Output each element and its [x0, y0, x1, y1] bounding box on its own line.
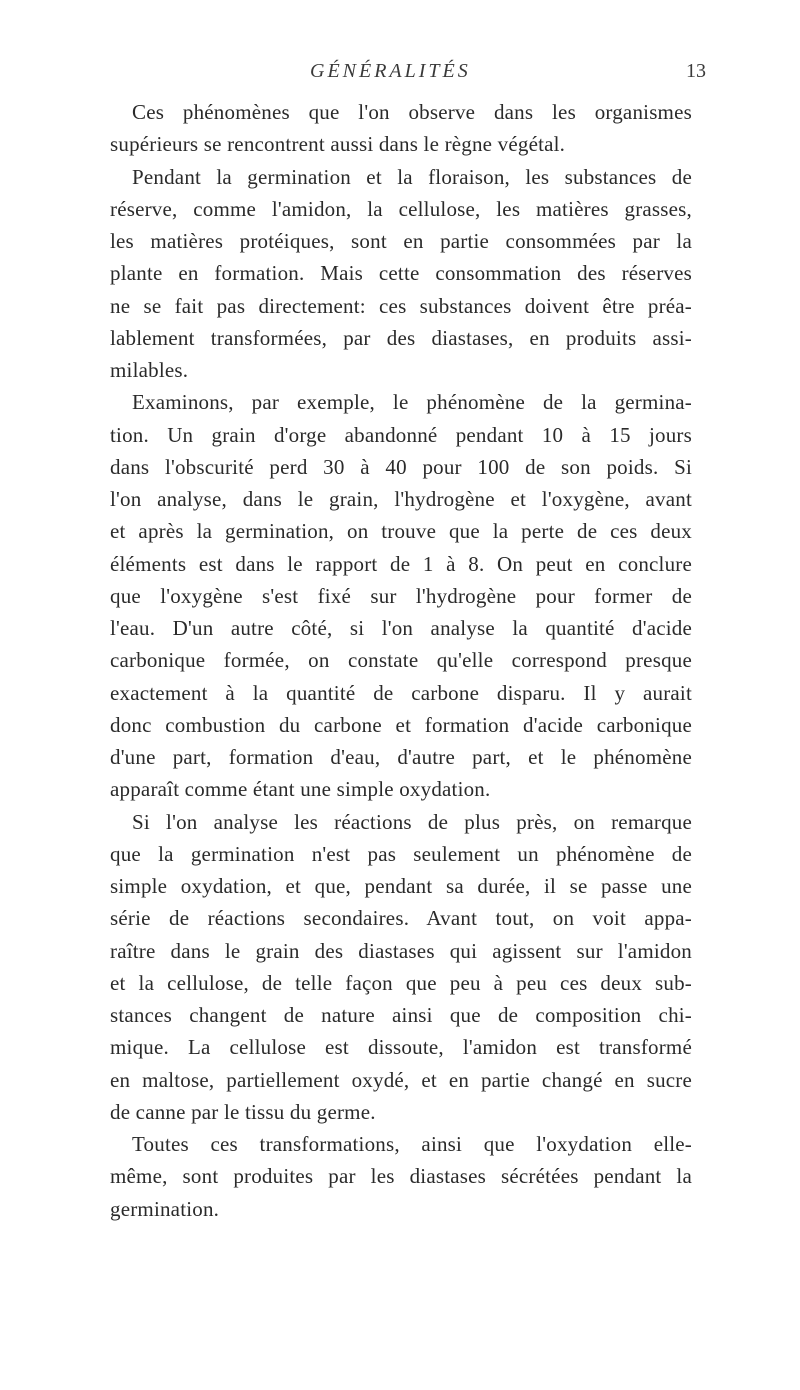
text-line: dans l'obscurité perd 30 à 40 pour 100 de son poids. Si [110, 454, 692, 479]
text-line: les matières protéiques, sont en partie consommées par la [110, 229, 692, 253]
text-line: raître dans le grain des diastases qui agissent sur l'amidon [110, 938, 692, 963]
text-line: lablement transformées, par des diastases, en produits assi- [110, 325, 692, 350]
text-line: tion. Un grain d'orge abandonné pendant 10 à 15 jours [110, 422, 692, 447]
text-line: et après la germination, on trouve que la perte de ces deux [110, 519, 692, 544]
text-line: Ces phénomènes que l'on observe dans les organismes [132, 100, 692, 124]
text-line: simple oxydation, et que, pendant sa durée, il se passe une [110, 874, 692, 898]
text-line: carbonique formée, on constate qu'elle correspond presque [110, 648, 692, 673]
text-line: Si l'on analyse les réactions de plus près, on remarque [132, 809, 692, 834]
text-line: que l'oxygène s'est fixé sur l'hydrogène pour former de [110, 583, 692, 608]
text-line: que la germination n'est pas seulement un phénomène de [110, 841, 692, 866]
running-title: GÉNÉRALITÉS [310, 60, 471, 82]
text-line: Examinons, par exemple, le phénomène de la germina- [132, 390, 692, 415]
text-line: supérieurs se rencontrent aussi dans le règne végétal. [110, 132, 566, 157]
page-number: 13 [686, 60, 706, 82]
text-line: en maltose, partiellement oxydé, et en partie changé en sucre [110, 1067, 692, 1092]
text-line: donc combustion du carbone et formation d'acide carbonique [110, 712, 692, 737]
text-line: milables. [110, 358, 189, 382]
text-line: série de réactions secondaires. Avant tout, on voit appa- [110, 906, 692, 931]
text-line: l'eau. D'un autre côté, si l'on analyse la quantité d'acide [110, 616, 692, 640]
text-line: ne se fait pas directement: ces substances doivent être préa- [110, 293, 692, 318]
text-line: même, sont produites par les diastases sécrétées pendant la [110, 1164, 692, 1189]
body-text [110, 96, 692, 1225]
text-line: exactement à la quantité de carbone disparu. Il y aurait [110, 680, 692, 705]
text-line: d'une part, formation d'eau, d'autre part, et le phénomène [110, 745, 692, 769]
text-line: apparaît comme étant une simple oxydation. [110, 777, 491, 802]
text-line: réserve, comme l'amidon, la cellulose, les matières grasses, [110, 196, 692, 221]
text-line: l'on analyse, dans le grain, l'hydrogène et l'oxygène, avant [110, 487, 692, 511]
text-line: plante en formation. Mais cette consommation des réserves [110, 261, 692, 286]
text-line: de canne par le tissu du germe. [110, 1099, 376, 1124]
text-line: mique. La cellulose est dissoute, l'amidon est transformé [110, 1035, 692, 1060]
text-line: stances changent de nature ainsi que de composition chi- [110, 1003, 692, 1027]
text-line: éléments est dans le rapport de 1 à 8. On peut en conclure [110, 551, 692, 576]
text-line: et la cellulose, de telle façon que peu à peu ces deux sub- [110, 970, 692, 995]
text-line: Toutes ces transformations, ainsi que l'oxydation elle- [132, 1132, 692, 1156]
text-line: Pendant la germination et la floraison, les substances de [132, 164, 692, 189]
text-line: germination. [110, 1196, 220, 1221]
